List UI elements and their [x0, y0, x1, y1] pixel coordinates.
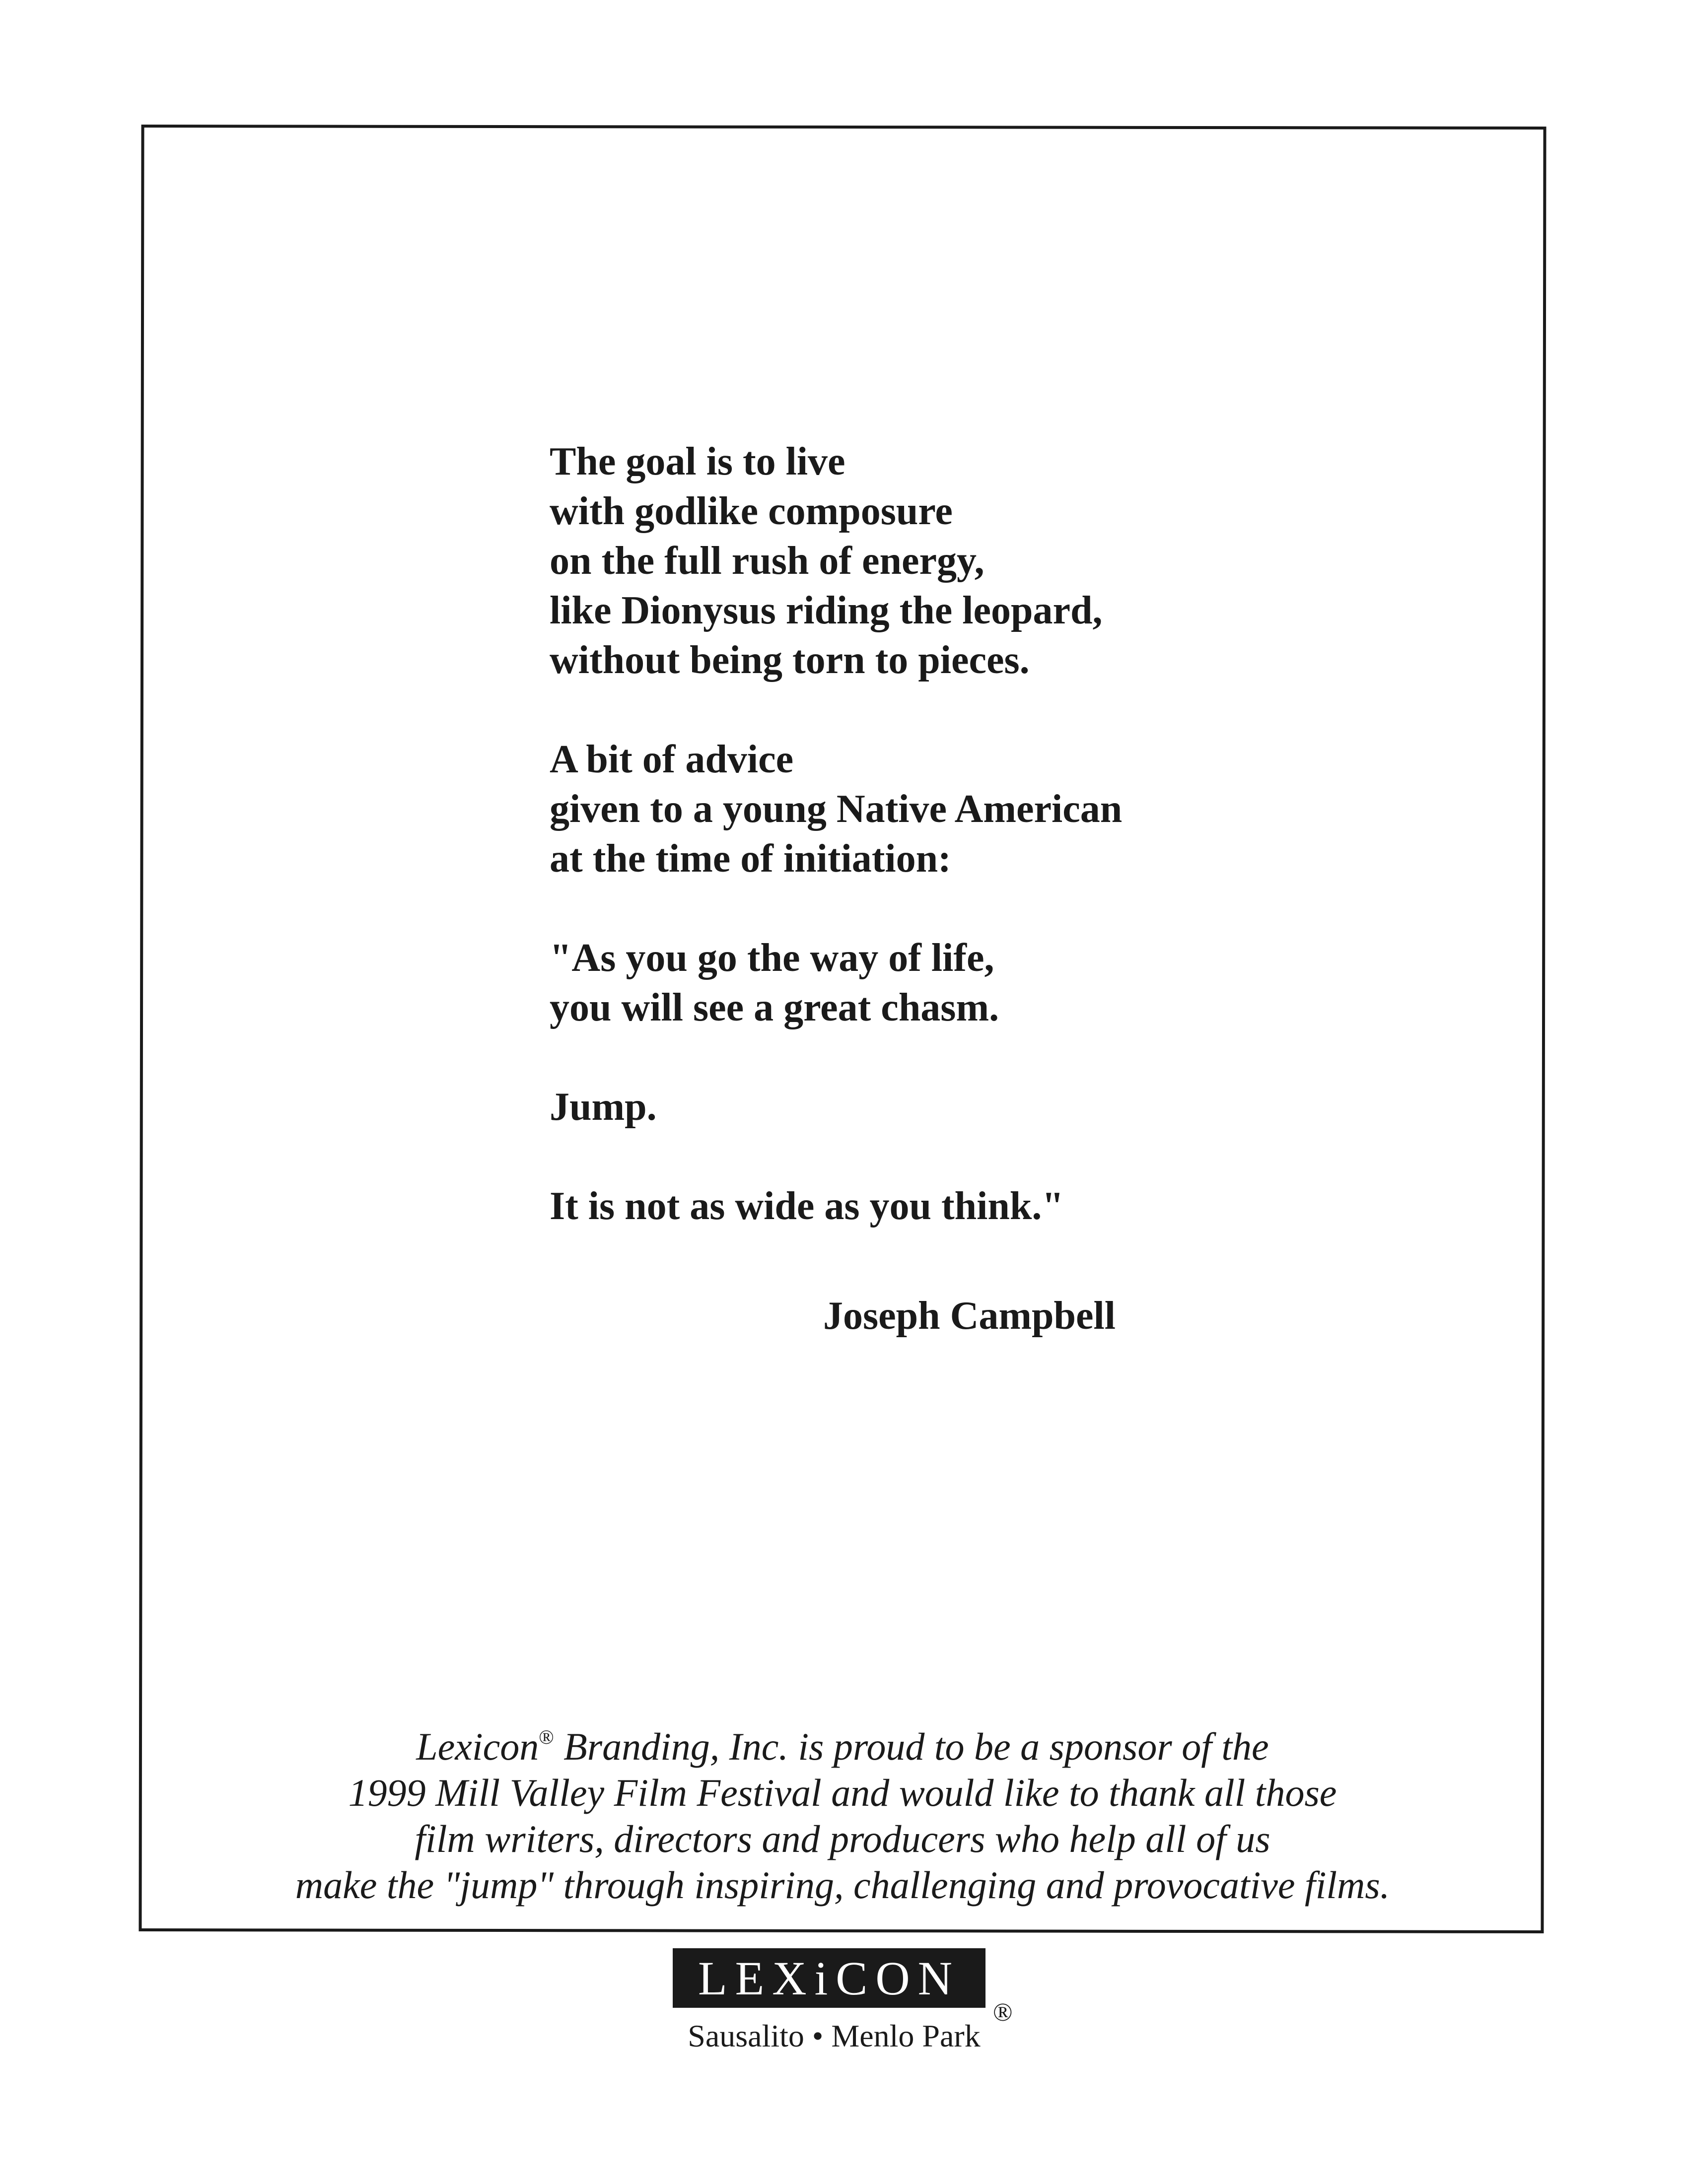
- logo-wordmark: LEXiCON: [673, 1948, 985, 2008]
- quote-line: without being torn to pieces.: [550, 638, 1030, 682]
- quote-line: Jump.: [550, 1085, 657, 1129]
- quote-stanza-3: [550, 933, 1294, 1032]
- sponsor-line-4: make the "jump" through inspiring, challenging and provocative films.: [295, 1863, 1390, 1907]
- lexicon-logo: [673, 1948, 1020, 2053]
- quote-stanza-1: [550, 437, 1294, 685]
- quote-line: The goal is to live: [550, 440, 845, 483]
- quote-line: A bit of advice: [550, 738, 794, 781]
- registered-mark: ®: [539, 1726, 554, 1748]
- quote-line: on the full rush of energy,: [550, 539, 985, 583]
- sponsor-line-1-text: Branding, Inc. is proud to be a sponsor of the: [554, 1725, 1269, 1768]
- sponsor-line-1: [140, 1714, 1545, 1770]
- quote-line: like Dionysus riding the leopard,: [550, 589, 1103, 632]
- quote-line: It is not as wide as you think.": [550, 1184, 1064, 1228]
- quote-line: with godlike composure: [550, 489, 953, 533]
- quote-block: [550, 437, 1294, 1281]
- quote-stanza-5: [550, 1181, 1294, 1231]
- quote-line: "As you go the way of life,: [550, 936, 994, 980]
- logo-registered-mark: ®: [993, 1998, 1013, 2027]
- quote-stanza-4: [550, 1082, 1294, 1132]
- quote-line: given to a young Native American: [550, 787, 1123, 831]
- sponsor-statement: [140, 1714, 1545, 1908]
- quote-attribution: Joseph Campbell: [823, 1294, 1116, 1338]
- sponsor-line-2: 1999 Mill Valley Film Festival and would like to thank all those: [348, 1771, 1337, 1814]
- office-locations: Sausalito • Menlo Park: [688, 2018, 981, 2053]
- sponsor-line-3: film writers, directors and producers who help all of us: [415, 1817, 1270, 1860]
- sponsor-brand: Lexicon: [416, 1725, 539, 1768]
- quote-line: you will see a great chasm.: [550, 986, 999, 1029]
- quote-stanza-2: [550, 735, 1294, 884]
- quote-line: at the time of initiation:: [550, 837, 951, 881]
